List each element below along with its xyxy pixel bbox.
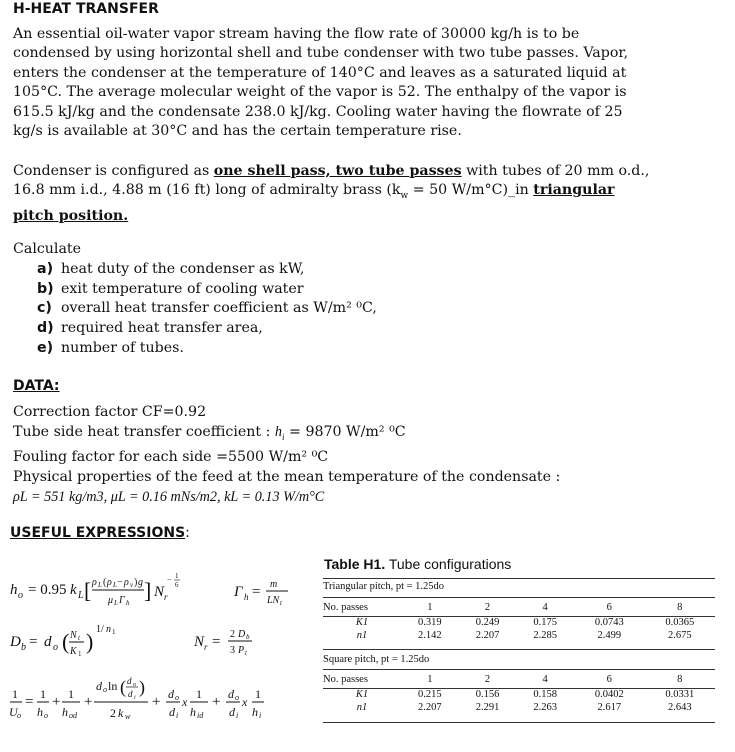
svg-text:=: =	[29, 634, 38, 650]
config-line-2	[13, 181, 653, 206]
svg-text:L: L	[98, 581, 102, 589]
svg-text:1: 1	[196, 687, 202, 701]
config-prefix: Condenser is configured as	[13, 163, 214, 179]
intro-line: 615.5 kJ/kg and the condensate 238.0 kJ/kg. Cooling water having the flowrate of 25	[13, 103, 623, 120]
svg-text:d: d	[228, 687, 234, 701]
svg-text:P: P	[238, 645, 245, 656]
svg-text:LN: LN	[267, 595, 280, 606]
config-line-3: pitch position.	[13, 207, 129, 224]
config-mid: with tubes of 20 mm o.d.,	[461, 163, 650, 179]
svg-text:x: x	[182, 695, 188, 709]
config-line2-text: 16.8 mm i.d., 4.88 m (16 ft) long of admiralty brass (k	[13, 182, 401, 199]
calculate-list	[13, 260, 377, 359]
data-title: DATA:	[13, 378, 60, 394]
rule	[323, 597, 715, 598]
fouling-factor: Fouling factor for each side =5500 W/m² ⁰C	[13, 448, 329, 465]
physical-properties: Physical properties of the feed at the mean temperature of the condensate :	[13, 468, 561, 485]
svg-text:h: h	[62, 705, 68, 719]
svg-text:−: −	[117, 577, 123, 588]
svg-text:N: N	[70, 630, 77, 641]
calculate-item: a) heat duty of the condenser as kW,	[37, 260, 305, 277]
ho-equation	[10, 572, 288, 607]
table-top-rule	[323, 578, 715, 579]
intro-paragraph	[13, 25, 653, 141]
svg-text:): )	[139, 677, 145, 697]
svg-text:d: d	[44, 634, 52, 650]
table-row: No. passes 1 2 4 6 8	[323, 600, 715, 616]
svg-text:Γ: Γ	[234, 584, 243, 600]
svg-text:v: v	[130, 581, 134, 589]
svg-text:b: b	[246, 633, 250, 641]
triangular-table	[323, 600, 715, 642]
equations-figure	[4, 560, 324, 740]
table-row: K1 0.215 0.156 0.158 0.0402 0.0331	[355, 689, 695, 701]
svg-text:N: N	[154, 584, 165, 600]
svg-text:o: o	[18, 590, 23, 601]
svg-text:h: h	[126, 599, 130, 607]
svg-text:2: 2	[110, 706, 116, 720]
svg-text:Γ: Γ	[119, 595, 125, 606]
svg-text:D: D	[10, 634, 21, 650]
svg-text:): )	[134, 577, 138, 588]
svg-text:ln: ln	[108, 679, 118, 693]
section-title: H-HEAT TRANSFER	[13, 1, 159, 17]
calculate-title: Calculate	[13, 241, 82, 257]
svg-text:o: o	[133, 682, 136, 688]
svg-text:(: (	[120, 677, 126, 697]
svg-text:=: =	[212, 634, 221, 650]
svg-text:1/: 1/	[96, 624, 104, 635]
square-table	[323, 672, 715, 714]
svg-text:(: (	[62, 629, 70, 654]
kw-subscript: w	[400, 191, 409, 202]
svg-text:i: i	[259, 711, 262, 720]
svg-text:k: k	[70, 582, 77, 598]
correction-factor: Correction factor CF=0.92	[13, 404, 207, 420]
svg-text:d: d	[169, 705, 175, 719]
svg-text:w: w	[125, 712, 131, 721]
svg-text:1: 1	[78, 650, 82, 658]
svg-text:o: o	[17, 711, 21, 720]
config-paragraph	[13, 162, 653, 226]
table-row: No. passes 1 2 4 6 8	[323, 672, 715, 688]
svg-text:i: i	[134, 695, 136, 701]
kw-value: = 50 W/m°C)	[408, 182, 509, 199]
config-triangular: triangular	[533, 182, 615, 199]
svg-text:i: i	[176, 711, 179, 720]
triangular-label: Triangular pitch, pt = 1.25do	[323, 581, 445, 592]
table-row: K1 0.319 0.249 0.175 0.0743 0.0365	[355, 617, 695, 629]
svg-text:1: 1	[68, 687, 74, 701]
svg-text:1: 1	[175, 572, 179, 580]
svg-text:b: b	[21, 642, 26, 653]
svg-text:d: d	[128, 689, 133, 699]
svg-text:h: h	[190, 705, 196, 719]
svg-text:=: =	[252, 584, 261, 600]
svg-text:(: (	[103, 577, 107, 588]
svg-text:o: o	[235, 693, 239, 702]
svg-text:k: k	[118, 706, 124, 720]
svg-text:D: D	[238, 629, 246, 640]
svg-text:t: t	[245, 649, 247, 657]
svg-text:ρ: ρ	[107, 577, 112, 588]
svg-text:n: n	[106, 624, 111, 635]
svg-text:+: +	[152, 694, 161, 710]
data-block	[13, 402, 653, 507]
svg-text:h: h	[37, 705, 43, 719]
intro-line: kg/s is available at 30°C and has the certain temperature rise.	[13, 123, 462, 140]
svg-text:i: i	[236, 711, 239, 720]
table-bottom-rule	[323, 722, 715, 723]
config-in: _in	[508, 182, 534, 199]
uo-equation	[9, 676, 264, 721]
svg-text:3: 3	[230, 645, 235, 656]
svg-text:t: t	[78, 634, 80, 642]
intro-line: enters the condenser at the temperature of 140°C and leaves as a saturated liquid at	[13, 64, 627, 81]
table-row: n1 2.142 2.207 2.285 2.499 2.675	[356, 630, 692, 641]
svg-text:d: d	[168, 687, 174, 701]
svg-text:o: o	[175, 693, 179, 702]
intro-line: An essential oil-water vapor stream having the flow rate of 30000 kg/h is to be	[13, 26, 580, 42]
svg-text:L: L	[114, 599, 118, 607]
svg-text:r: r	[164, 592, 168, 602]
intro-line: 105°C. The average molecular weight of the vapor is 52. The enthalpy of the vapor is	[13, 84, 627, 101]
svg-text:g: g	[138, 577, 143, 588]
config-passes: one shell pass, two tube passes	[213, 163, 462, 179]
svg-text:μ: μ	[108, 595, 114, 606]
svg-text:= 0.95: = 0.95	[28, 582, 67, 598]
svg-text:o: o	[44, 711, 48, 720]
svg-text:[: [	[84, 578, 92, 603]
calculate-item: c) overall heat transfer coefficient as W/m² ⁰C,	[37, 300, 377, 317]
svg-text:N: N	[194, 634, 205, 650]
svg-text:=: =	[25, 694, 34, 710]
svg-text:h: h	[10, 582, 18, 598]
svg-text:L: L	[113, 581, 117, 589]
svg-text:d: d	[127, 676, 132, 686]
svg-text:U: U	[9, 705, 18, 719]
rule	[323, 669, 715, 670]
svg-text:−: −	[167, 575, 172, 584]
svg-text:+: +	[52, 694, 61, 710]
svg-text:1: 1	[112, 628, 116, 636]
svg-text:h: h	[244, 592, 249, 602]
svg-text:m: m	[270, 579, 278, 590]
config-line-1	[13, 162, 653, 181]
svg-text:+: +	[84, 694, 93, 710]
svg-text:o: o	[103, 685, 107, 694]
table-row: n1 2.207 2.291 2.263 2.617 2.643	[356, 702, 692, 713]
property-values: ρL = 551 kg/m3, μL = 0.16 mNs/m2, kL = 0.13 W/m°C	[13, 488, 325, 505]
svg-text:K: K	[70, 646, 77, 657]
svg-text:]: ]	[144, 578, 152, 603]
svg-text:od: od	[69, 711, 77, 720]
useful-title: USEFUL EXPRESSIONS:	[10, 525, 190, 541]
svg-text:1: 1	[255, 687, 261, 701]
svg-text:ρ: ρ	[124, 577, 129, 588]
svg-text:t: t	[280, 599, 282, 607]
svg-text:x: x	[242, 695, 248, 709]
svg-text:1: 1	[12, 687, 18, 701]
svg-text:o: o	[53, 642, 58, 653]
svg-text:L: L	[78, 590, 84, 601]
calculate-item: d) required heat transfer area,	[37, 320, 263, 337]
svg-text:d: d	[96, 679, 102, 693]
calculate-item: b) exit temperature of cooling water	[37, 280, 304, 297]
svg-text:h: h	[252, 705, 258, 719]
svg-text:ρ: ρ	[92, 577, 97, 588]
svg-text:d: d	[229, 705, 235, 719]
square-label: Square pitch, pt = 1.25do	[323, 654, 430, 665]
svg-text:): )	[86, 629, 94, 654]
svg-text:r: r	[204, 642, 208, 652]
calculate-item: e) number of tubes.	[37, 339, 184, 356]
intro-line: condensed by using horizontal shell and tube condenser with two tube passes. Vapor,	[13, 45, 629, 62]
db-equation	[9, 624, 252, 658]
rule	[323, 649, 715, 650]
svg-text:1: 1	[40, 687, 46, 701]
svg-text:6: 6	[175, 581, 179, 589]
svg-text:2: 2	[230, 629, 235, 640]
calculate-section	[13, 240, 377, 359]
svg-text:+: +	[212, 694, 221, 710]
tube-side-coefficient: Tube side heat transfer coefficient : $h_i = 9870$ W/m² ⁰C	[13, 424, 406, 442]
table-caption: Table H1. Tube configurations	[324, 556, 512, 572]
svg-text:id: id	[197, 711, 204, 720]
